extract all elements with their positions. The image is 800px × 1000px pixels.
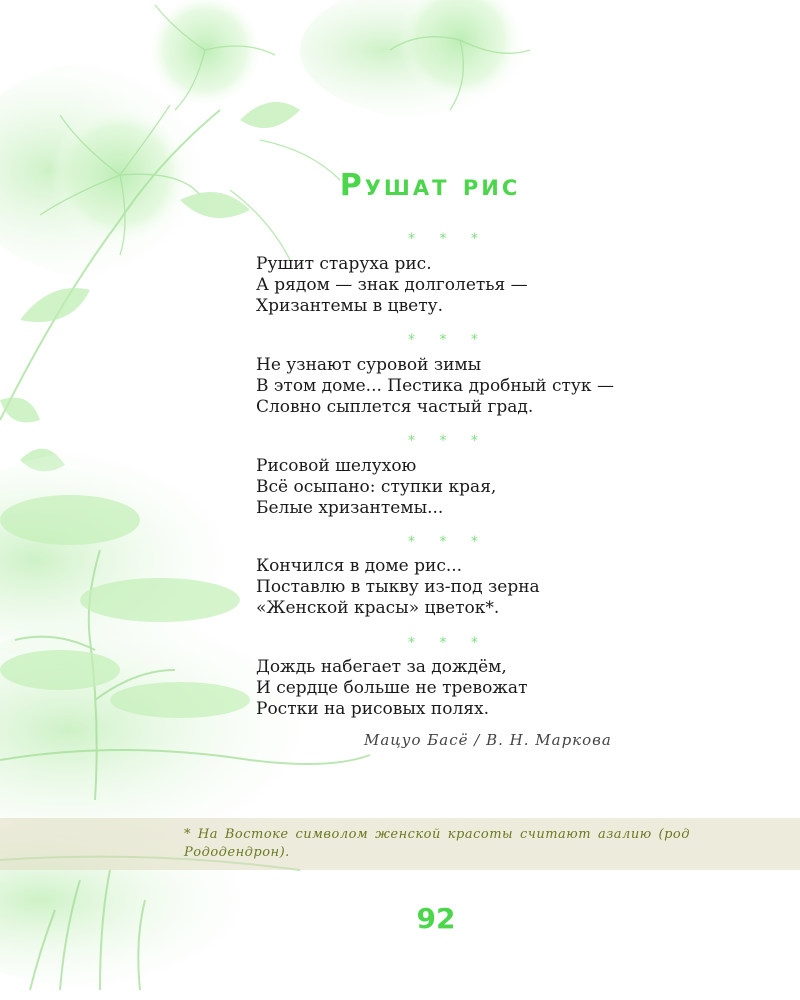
poem-title: Рушат рис [339,168,521,203]
poem-line: «Женской красы» цветок*. [256,598,500,618]
stanza-3 [256,456,496,519]
stanza-1 [256,254,528,317]
footnote: * На Востоке символом женской красоты считают азалию (род Рододендрон). [184,827,690,860]
stanza-separator: * * * [408,332,488,348]
poem-line: И сердце больше не тревожат [256,678,528,698]
poem-line: Белые хризантемы... [256,498,444,518]
poem-line: Хризантемы в цвету. [256,296,444,316]
stanza-separator: * * * [408,534,488,550]
poem-line: Рисовой шелухою [256,456,417,476]
poem-line: В этом доме... Пестика дробный стук — [256,376,614,396]
poem-line: А рядом — знак долголетья — [256,275,528,295]
stanza-separator: * * * [408,433,488,449]
poem-line: Поставлю в тыкву из-под зерна [256,577,540,597]
stanza-4 [256,556,540,619]
stanza-separator: * * * [408,635,488,651]
poem-line: Словно сыплется частый град. [256,397,534,417]
stanza-separator: * * * [408,231,488,247]
author-attribution: Мацуо Басё / В. Н. Маркова [364,731,612,749]
poem-line: Дождь набегает за дождём, [256,657,507,677]
stanza-5 [256,657,527,720]
poem-line: Ростки на рисовых полях. [256,699,489,719]
poem-line: Не узнают суровой зимы [256,355,482,375]
stanza-2 [256,355,614,418]
poem-line: Кончился в доме рис... [256,556,463,576]
page-number: 92 [416,902,456,935]
poem-line: Рушит старуха рис. [256,254,432,274]
poem-line: Всё осыпано: ступки края, [256,477,497,497]
